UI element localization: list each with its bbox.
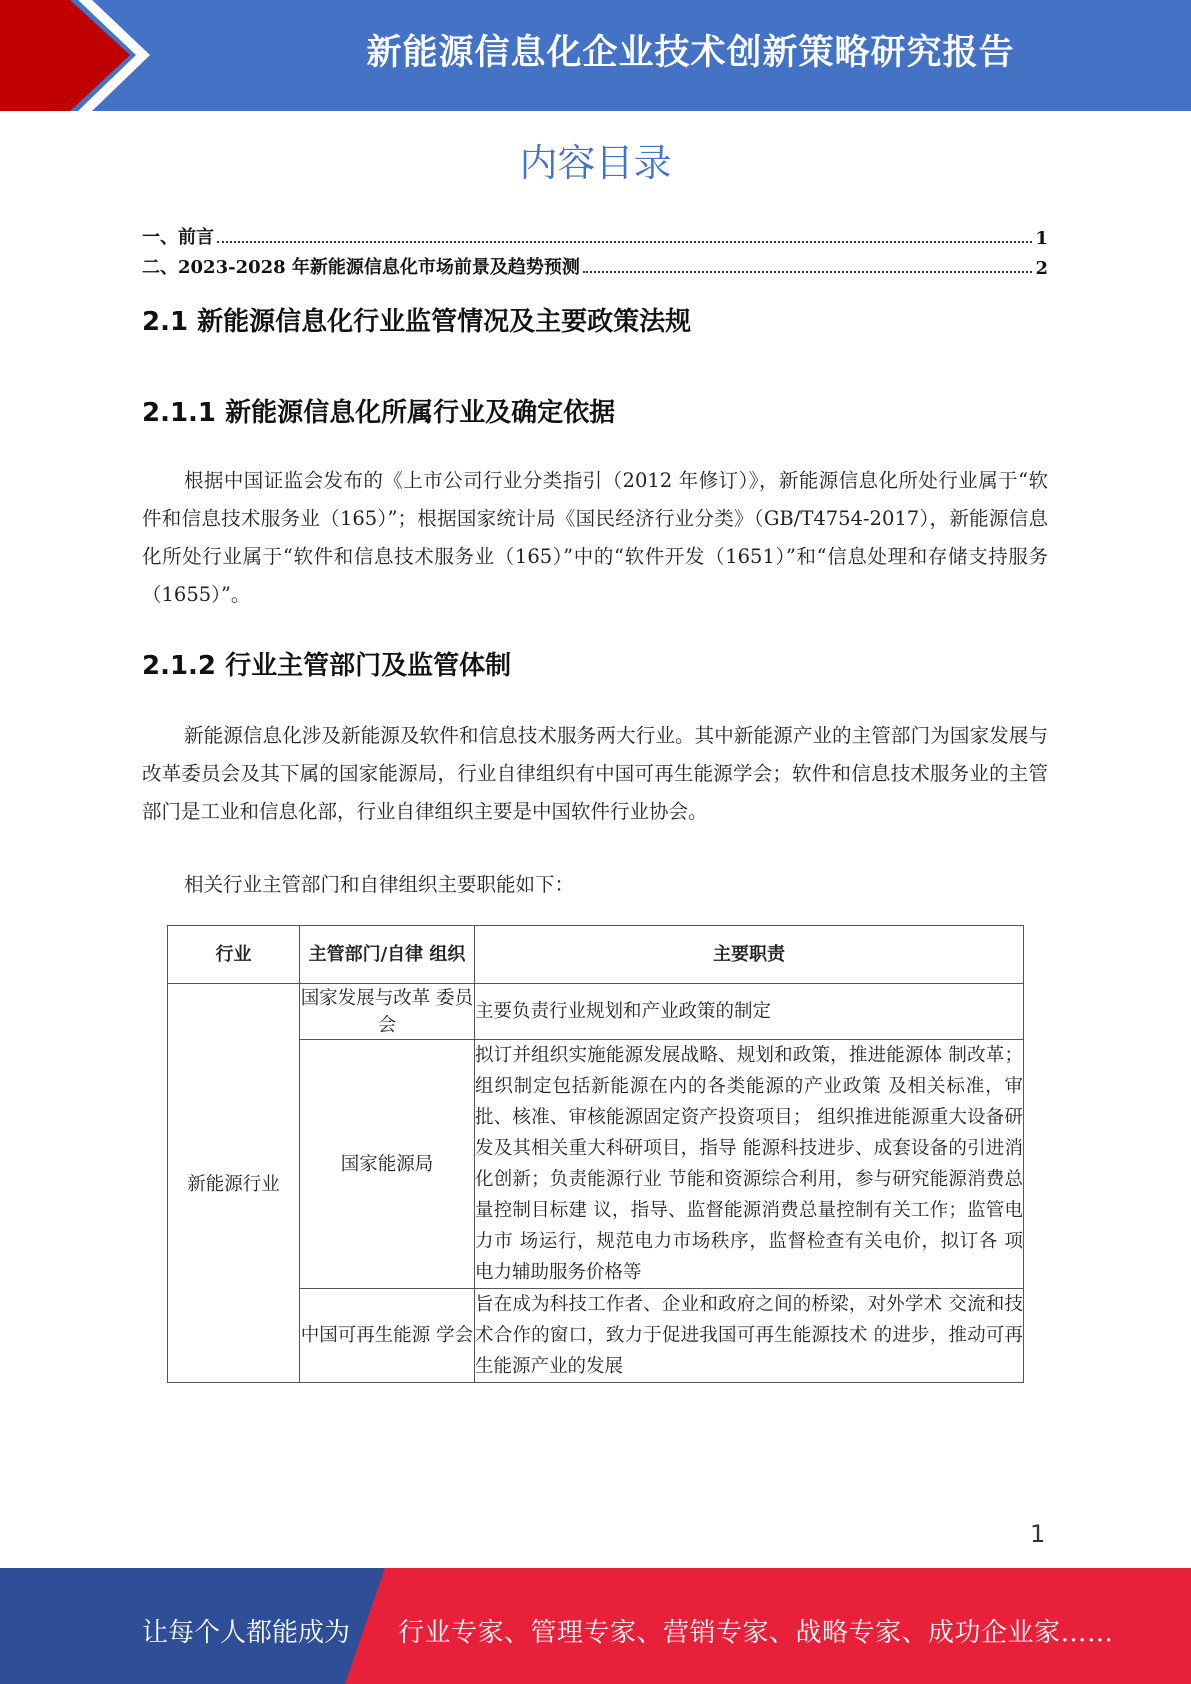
section-heading-2-1-2: 2.1.2 行业主管部门及监管体制 (142, 651, 512, 681)
cell-dept: 国家能源局 (300, 1040, 475, 1289)
cell-duty: 拟订并组织实施能源发展战略、规划和政策，推进能源体 制改革；组织制定包括新能源在内的各类能源的产业政策 及相关标准，审批、核准、审核能源固定资产投资项目； 组织推进能源重大设备研发及其相关重大科研项目，指导 能源科技进步、成套设备的引进消化创新；负责能源行业 节能和资源综合利用，参与研究能源消费总量控制目标建 议，指导、监督能源消费总量控制有关工作；监管电力市 场运行，规范电力市场秩序，监督检查有关电价，拟订各 项电力辅助服务价格等 (475, 1040, 1024, 1289)
paragraph-regulatory-system: 新能源信息化涉及新能源及软件和信息技术服务两大行业。其中新能源产业的主管部门为国家发展与改革委员会及其下属的国家能源局，行业自律组织有中国可再生能源学会；软件和信息技术服务业的主管部门是工业和信息化部，行业自律组织主要是中国软件行业协会。 (142, 724, 1048, 823)
header-industry: 行业 (168, 926, 300, 984)
cell-duty: 旨在成为科技工作者、企业和政府之间的桥梁，对外学术 交流和技术合作的窗口，致力于促进我国可再生能源技术 的进步，推动可再生能源产业的发展 (475, 1289, 1024, 1383)
footer-slogan-right: 行业专家、管理专家、营销专家、战略专家、成功企业家…… (398, 1618, 1114, 1648)
toc-entry[interactable] (142, 223, 1048, 249)
report-title: 新能源信息化企业技术创新策略研究报告 (366, 33, 1015, 73)
toc-entry-page: 2 (1035, 258, 1048, 279)
header-duty: 主要职责 (475, 926, 1024, 984)
toc-leader (583, 271, 1033, 273)
table-header-row (168, 926, 1024, 984)
cell-duty: 主要负责行业规划和产业政策的制定 (475, 984, 1024, 1040)
cell-dept: 国家发展与改革 委员会 (300, 984, 475, 1040)
table-intro: 相关行业主管部门和自律组织主要职能如下： (184, 873, 575, 896)
toc-entry-page: 1 (1035, 228, 1048, 249)
cell-dept: 中国可再生能源 学会 (300, 1289, 475, 1383)
header-banner (0, 0, 1191, 111)
section-heading-2-1-1: 2.1.1 新能源信息化所属行业及确定依据 (142, 398, 616, 428)
toc-entry[interactable] (142, 253, 1048, 279)
cell-industry: 新能源行业 (168, 984, 300, 1383)
table-row (168, 984, 1024, 1040)
page-number: 1 (1030, 1520, 1046, 1548)
toc-entry-label: 一、前言 (142, 227, 214, 248)
toc-leader (217, 241, 1032, 243)
footer-slogan-left: 让每个人都能成为 (142, 1618, 351, 1648)
paragraph-industry-classification: 根据中国证监会发布的《上市公司行业分类指引（2012 年修订）》，新能源信息化所处行业属于“软件和信息技术服务业（165）”；根据国家统计局《国民经济行业分类》（GB/T4754-2017），新能源信息化所处行业属于“软件和信息技术服务业（165）”中的“软件开发（1651）”和“信息处理和存储支持服务（1655）”。 (142, 469, 1048, 606)
section-heading-2-1: 2.1 新能源信息化行业监管情况及主要政策法规 (142, 307, 692, 337)
toc-title: 内容目录 (519, 141, 672, 185)
footer-banner (0, 1568, 1191, 1684)
duties-table (167, 925, 1024, 1383)
header-dept: 主管部门/自律 组织 (300, 926, 475, 984)
toc-entry-label: 二、2023-2028 年新能源信息化市场前景及趋势预测 (142, 257, 580, 278)
